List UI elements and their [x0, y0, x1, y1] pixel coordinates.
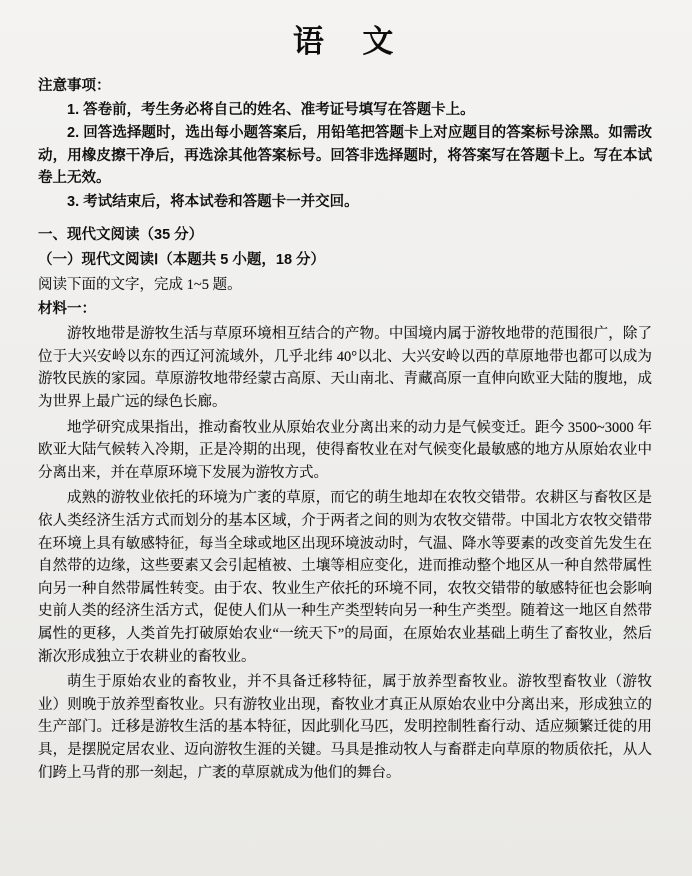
notice-section [38, 75, 652, 214]
body-paragraph-3: 成熟的游牧业依托的环境为广袤的草原，而它的萌生地却在农牧交错带。农耕区与畜牧区是依人类经济生活方式而划分的基本区域，介于两者之间的则为农牧交错带。中国北方农牧交错带在环境上具有敏感特征，每当全球或地区出现环境波动时，气温、降水等要素的改变首先发生在自然带的边缘，这些要素又会引起植被、土壤等相应变化，进而推动整个地区从一种自然带属性向另一种自然带属性转变。由于农、牧业生产依托的环境不同，农牧交错带的敏感特征也会影响史前人类的经济生活方式，促使人们从一种生产类型转向另一种生产类型。随着这一地区自然带属性的更移，人类首先打破原始农业“一统天下”的局面，在原始农业基础上萌生了畜牧业，然后渐次形成独立于农耕业的畜牧业。 [38, 490, 652, 665]
notice-item-2: 2. 回答选择题时，选出每小题答案后，用铅笔把答题卡上对应题目的答案标号涂黑。如需改动，用橡皮擦干净后，再选涂其他答案标号。回答非选择题时，将答案写在答题卡上。写在本试卷上无效。 [38, 125, 652, 187]
paper-title: 语 文 [292, 24, 398, 59]
body-paragraph-4: 萌生于原始农业的畜牧业，并不具备迁移特征，属于放养型畜牧业。游牧型畜牧业（游牧业）则晚于放养型畜牧业。只有游牧业出现，畜牧业才真正从原始农业中分离出来，形成独立的生产部门。迁移是游牧生活的基本特征，因此驯化马匹，发明控制牲畜行动、适应频繁迁徙的用具，是摆脱定居农业、迈向游牧生涯的关键。马具是推动牧人与畜群走向草原的物质依托，从人们跨上马背的那一刻起，广袤的草原就成为他们的舞台。 [38, 674, 652, 781]
reading-instruction: 阅读下面的文字，完成 1~5 题。 [38, 276, 242, 293]
notice-item-3: 3. 考试结束后，将本试卷和答题卡一并交回。 [67, 194, 359, 211]
section-heading: 一、现代文阅读（35 分） [38, 226, 204, 243]
reading-section [38, 224, 652, 785]
notice-item-1: 1. 答卷前，考生务必将自己的姓名、准考证号填写在答题卡上。 [67, 101, 475, 118]
notice-heading: 注意事项： [38, 78, 111, 94]
body-paragraph-2: 地学研究成果指出，推动畜牧业从原始农业分离出来的动力是气候变迁。距今 3500~3000 年欧亚大陆气候转入冷期，正是冷期的出现，使得畜牧业在对气候变化最敏感的地方从原始农业中分离出来，并在草原环境下发展为游牧方式。 [38, 419, 652, 481]
material-label: 材料一： [38, 301, 96, 318]
subsection-heading: （一）现代文阅读Ⅰ（本题共 5 小题，18 分） [38, 252, 326, 269]
body-paragraph-1: 游牧地带是游牧生活与草原环境相互结合的产物。中国境内属于游牧地带的范围很广，除了位于大兴安岭以东的西辽河流域外，几乎北纬 40°以北、大兴安岭以西的草原地带也都可以成为游牧民族的家园。草原游牧地带经蒙古高原、天山南北、青藏高原一直伸向欧亚大陆的腹地，成为世界上最广远的绿色长廊。 [38, 326, 652, 410]
